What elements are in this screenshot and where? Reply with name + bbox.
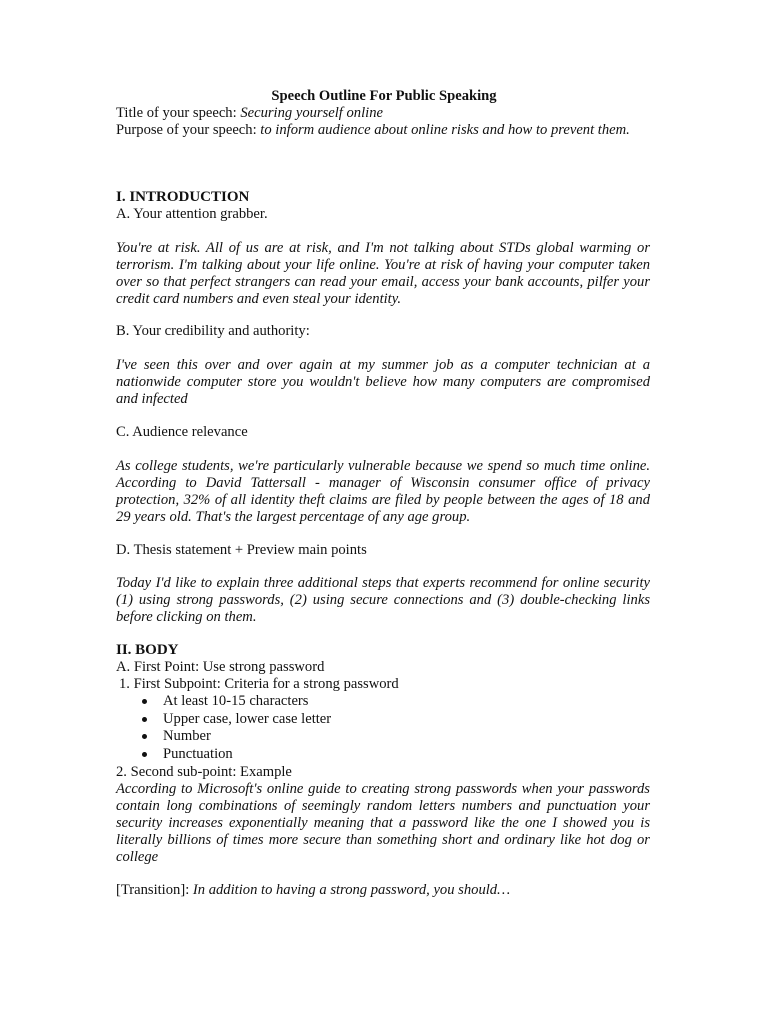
criteria-list <box>116 693 650 764</box>
example-text: According to Microsoft's online guide to creating strong passwords when your passwords contain long combinations of seemingly random letters numbers and punctuation your security increases exponentially meaning that a password like the one I showed you is literally billions of times more secure than something short and ordinary like hot dog or college <box>116 781 650 865</box>
transition-label: [Transition]: <box>116 882 190 898</box>
list-item: Upper case, lower case letter <box>116 711 650 729</box>
thesis-label: D. Thesis statement + Preview main points <box>116 542 367 558</box>
transition-text: In addition to having a strong password, you should… <box>192 882 511 898</box>
second-subpoint: 2. Second sub-point: Example <box>116 764 292 780</box>
introduction-heading: I. INTRODUCTION <box>116 189 250 205</box>
bullet-icon <box>142 734 147 739</box>
attention-grabber-label: A. Your attention grabber. <box>116 206 268 222</box>
speech-purpose <box>116 122 650 139</box>
page-title: Speech Outline For Public Speaking <box>271 88 497 104</box>
speech-title-label: Title of your speech: <box>116 105 237 121</box>
relevance-text: As college students, we're particularly vulnerable because we spend so much time online. According to David Tattersall - manager of Wisconsin consumer office of privacy protection, 32% of all identity theft claims are filed by people between the ages of 18 and 29 years old. That's the largest percentage of any age group. <box>116 458 650 525</box>
thesis-text: Today I'd like to explain three additional steps that experts recommend for online security (1) using strong passwords, (2) using secure connections and (3) double-checking links before clicking on them. <box>116 575 650 625</box>
list-item: Punctuation <box>116 746 650 764</box>
list-item: Number <box>116 728 650 746</box>
speech-title-value: Securing yourself online <box>240 105 383 121</box>
first-point: A. First Point: Use strong password <box>116 659 325 675</box>
first-subpoint: 1. First Subpoint: Criteria for a strong password <box>119 676 399 692</box>
credibility-text: I've seen this over and over again at my summer job as a computer technician at a nationwide computer store you wouldn't believe how many computers are compromised and infected <box>116 357 650 407</box>
bullet-icon <box>142 717 147 722</box>
attention-grabber-text: You're at risk. All of us are at risk, and I'm not talking about STDs global warming or terrorism. I'm talking about your life online. You're at risk of having your computer taken over so that perfect strangers can read your email, access your bank accounts, pilfer your credit card numbers and even steal your identity. <box>116 240 650 307</box>
body-heading: II. BODY <box>116 642 179 658</box>
relevance-label: C. Audience relevance <box>116 424 248 440</box>
speech-purpose-value: to inform audience about online risks and how to prevent them. <box>260 122 630 138</box>
bullet-icon <box>142 752 147 757</box>
credibility-label: B. Your credibility and authority: <box>116 323 310 339</box>
list-item: At least 10-15 characters <box>116 693 650 711</box>
transition-line <box>116 882 650 899</box>
speech-title-line <box>116 105 650 122</box>
speech-purpose-label: Purpose of your speech: <box>116 122 257 138</box>
bullet-icon <box>142 699 147 704</box>
